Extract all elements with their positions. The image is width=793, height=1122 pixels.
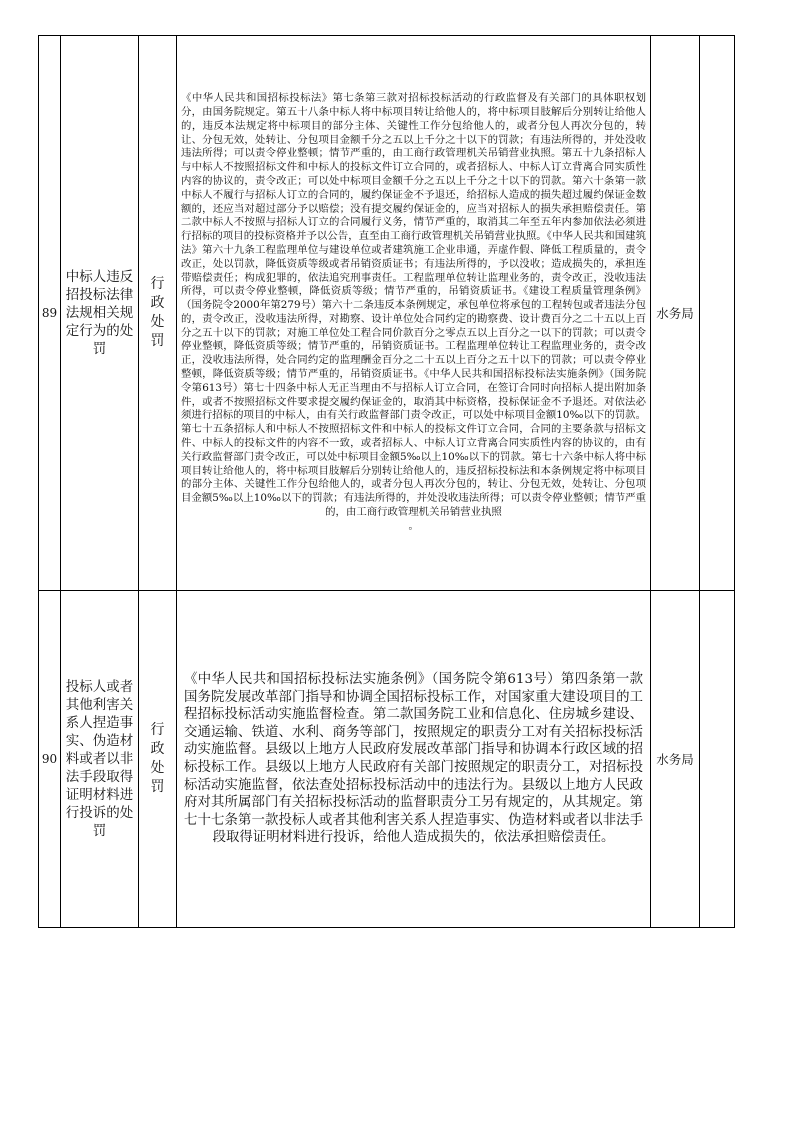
legal-basis-cell [177, 36, 651, 591]
department: 水务局 [651, 36, 700, 591]
row-number: 89 [39, 36, 61, 591]
row-number: 90 [39, 591, 61, 928]
empty-cell [700, 36, 735, 591]
legal-basis-end: 。 [408, 520, 419, 532]
legal-basis-cell [177, 591, 651, 928]
item-type: 行政处罚 [139, 36, 177, 591]
legal-basis-text: 《中华人民共和国招标投标法实施条例》（国务院令第613号）第四条第一款国务院发展改革部门指导和协调全国招标投标工作，对国家重大建设项目的工程招标投标活动实施监督检查。第二款国务院工业和信息化、住房城乡建设、交通运输、铁道、水利、商务等部门，按照规定的职责分工对有关招标投标活动实施监督。县级以上地方人民政府发展改革部门指导和协调本行政区域的招标投标工作。县级以上地方人民政府有关部门按照规定的职责分工，对招标投标活动实施监督，依法查处招标投标活动中的违法行为。县级以上地方人民政府对其所属部门有关招标投标活动的监督职责分工另有规定的，从其规定。第七十七条第一款投标人或者其他利害关系人捏造事实、伪造材料或者以非法手段取得证明材料进行投诉，给他人造成损失的，依法承担赔偿责任。 [184, 672, 643, 846]
table-row [39, 591, 735, 928]
empty-cell [700, 591, 735, 928]
item-name: 中标人违反招投标法律法规相关规定行为的处罚 [61, 36, 139, 591]
department: 水务局 [651, 591, 700, 928]
item-type: 行政处罚 [139, 591, 177, 928]
table-row [39, 36, 735, 591]
item-name: 投标人或者其他利害关系人捏造事实、伪造材料或者以非法手段取得证明材料进行投诉的处罚 [61, 591, 139, 928]
legal-basis-text: 《中华人民共和国招标投标法》第七条第三款对招标投标活动的行政监督及有关部门的具体职权划分，由国务院规定。第五十八条中标人将中标项目转让给他人的，将中标项目肢解后分别转让给他人的，违反本法规定将中标项目的部分主体、关键性工作分包给他人的，或者分包人再次分包的，转让、分包无效，处转让、分包项目金额千分之五以上千分之十以下的罚款；有违法所得的，并处没收违法所得；可以责令停业整顿；情节严重的，由工商行政管理机关吊销营业执照。第五十九条招标人与中标人不按照招标文件和中标人的投标文件订立合同的，或者招标人、中标人订立背离合同实质性内容的协议的，责令改正；可以处中标项目金额千分之五以上千分之十以下的罚款。第六十条第一款中标人不履行与招标人订立的合同的，履约保证金不予退还，给招标人造成的损失超过履约保证金数额的，还应当对超过部分予以赔偿；没有提交履约保证金的，应当对招标人的损失承担赔偿责任。第二款中标人不按照与招标人订立的合同履行义务，情节严重的，取消其二年至五年内参加依法必须进行招标的项目的投标资格并予以公告，直至由工商行政管理机关吊销营业执照。《中华人民共和国建筑法》第六十九条工程监理单位与建设单位或者建筑施工企业串通，弄虚作假、降低工程质量的，责令改正，处以罚款，降低资质等级或者吊销资质证书；有违法所得的，予以没收；造成损失的，承担连带赔偿责任；构成犯罪的，依法追究刑事责任。工程监理单位转让监理业务的，责令改正，没收违法所得，可以责令停业整顿，降低资质等级；情节严重的，吊销资质证书。《建设工程质量管理条例》（国务院令2000年第279号）第六十二条违反本条例规定，承包单位将承包的工程转包或者违法分包的，责令改正，没收违法所得，对勘察、设计单位处合同约定的勘察费、设计费百分之二十五以上百分之五十以下的罚款；对施工单位处工程合同价款百分之零点五以上百分之一以下的罚款；可以责令停业整顿，降低资质等级；情节严重的，吊销资质证书。工程监理单位转让工程监理业务的，责令改正，没收违法所得，处合同约定的监理酬金百分之二十五以上百分之五十以下的罚款；可以责令停业整顿，降低资质等级；情节严重的，吊销资质证书。《中华人民共和国招标投标法实施条例》（国务院令第613号）第七十四条中标人无正当理由不与招标人订立合同，在签订合同时向招标人提出附加条件，或者不按照招标文件要求提交履约保证金的，取消其中标资格，投标保证金不予退还。对依法必须进行招标的项目的中标人，由有关行政监督部门责令改正，可以处中标项目金额10‰以下的罚款。第七十五条招标人和中标人不按照招标文件和中标人的投标文件订立合同，合同的主要条款与招标文件、中标人的投标文件的内容不一致，或者招标人、中标人订立背离合同实质性内容的协议的，由有关行政监督部门责令改正，可以处中标项目金额5‰以上10‰以下的罚款。第七十六条中标人将中标项目转让给他人的，将中标项目肢解后分别转让给他人的，违反招标投标法和本条例规定将中标项目的部分主体、关键性工作分包给他人的，或者分包人再次分包的，转让、分包无效，处转让、分包项目金额5‰以上10‰以下的罚款；有违法所得的，并处没收违法所得；可以责令停业整顿；情节严重的，由工商行政管理机关吊销营业执照 [181, 92, 646, 519]
penalty-table [38, 35, 735, 928]
